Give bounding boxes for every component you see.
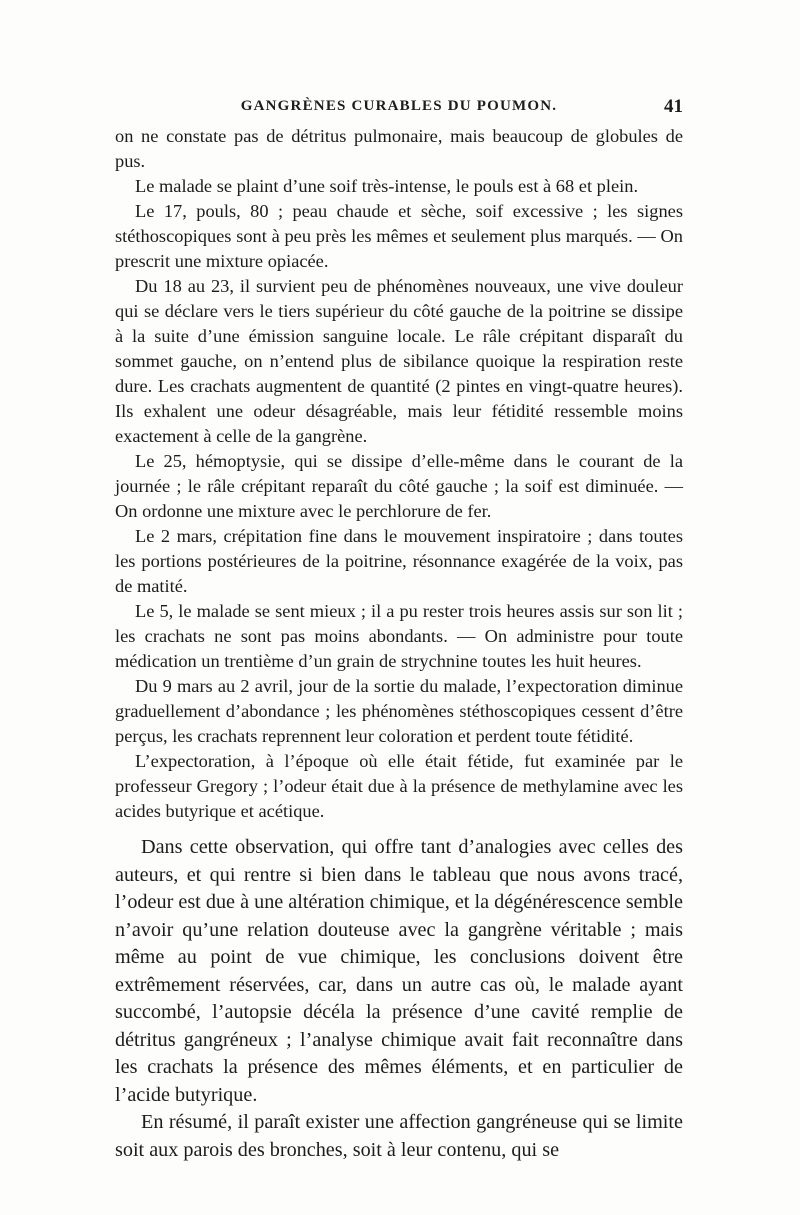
running-head	[115, 98, 683, 122]
paragraph: on ne constate pas de détritus pulmonaire, mais beaucoup de globules de pus.	[115, 126, 683, 171]
paragraph: Le 25, hémoptysie, qui se dissipe d’elle-même dans le courant de la journée ; le râle crépitant reparaît du côté gauche ; la soif est diminuée. — On ordonne une mixture avec le perchlorure de fer.	[115, 451, 683, 521]
paragraph: L’expectoration, à l’époque où elle était fétide, fut examinée par le professeur Gregory ; l’odeur était due à la présence de methylamine avec les acides butyrique et acétique.	[115, 751, 683, 821]
commentary-section	[115, 834, 683, 1164]
paragraph: Du 9 mars au 2 avril, jour de la sortie du malade, l’expectoration diminue graduellement d’abondance ; les phénomènes stéthoscopiques cessent d’être perçus, les crachats reprennent leur coloration et perdent toute fétidité.	[115, 676, 683, 746]
paragraph: Le malade se plaint d’une soif très-intense, le pouls est à 68 et plein.	[135, 176, 639, 196]
running-title: GANGRÈNES CURABLES DU POUMON.	[240, 98, 558, 114]
page-number: 41	[664, 96, 683, 117]
case-report-section	[115, 124, 683, 824]
body-text	[115, 124, 683, 1164]
paragraph: Le 5, le malade se sent mieux ; il a pu rester trois heures assis sur son lit ; les crachats ne sont pas moins abondants. — On administre pour toute médication un trentième d’un grain de strychnine toutes les huit heures.	[115, 601, 683, 671]
paragraph: En résumé, il paraît exister une affection gangréneuse qui se limite soit aux parois des bronches, soit à leur contenu, qui se	[115, 1111, 683, 1161]
paragraph: Du 18 au 23, il survient peu de phénomènes nouveaux, une vive douleur qui se déclare vers le tiers supérieur du côté gauche de la poitrine se dissipe à la suite d’une émission sanguine locale. Le râle crépitant disparaît du sommet gauche, on n’entend plus de sibilance quoique la respiration reste dure. Les crachats augmentent de quantité (2 pintes en vingt-quatre heures). Ils exhalent une odeur désagréable, mais leur fétidité ressemble moins exactement à celle de la gangrène.	[115, 276, 683, 446]
paragraph: Le 2 mars, crépitation fine dans le mouvement inspiratoire ; dans toutes les portions postérieures de la poitrine, résonnance exagérée de la voix, pas de matité.	[115, 526, 683, 596]
paragraph: Le 17, pouls, 80 ; peau chaude et sèche, soif excessive ; les signes stéthoscopiques sont à peu près les mêmes et seulement plus marqués. — On prescrit une mixture opiacée.	[115, 201, 683, 271]
paragraph: Dans cette observation, qui offre tant d’analogies avec celles des auteurs, et qui rentre si bien dans le tableau que nous avons tracé, l’odeur est due à une altération chimique, et la dégénérescence semble n’avoir qu’une relation douteuse avec la gangrène véritable ; mais même au point de vue chimique, les conclusions doivent être extrêmement réservées, car, dans un autre cas où, le malade ayant succombé, l’autopsie décéla la présence d’une cavité remplie de détritus gangréneux ; l’analyse chimique avait fait reconnaître dans les crachats la présence des mêmes éléments, et en particulier de l’acide butyrique.	[115, 836, 683, 1106]
